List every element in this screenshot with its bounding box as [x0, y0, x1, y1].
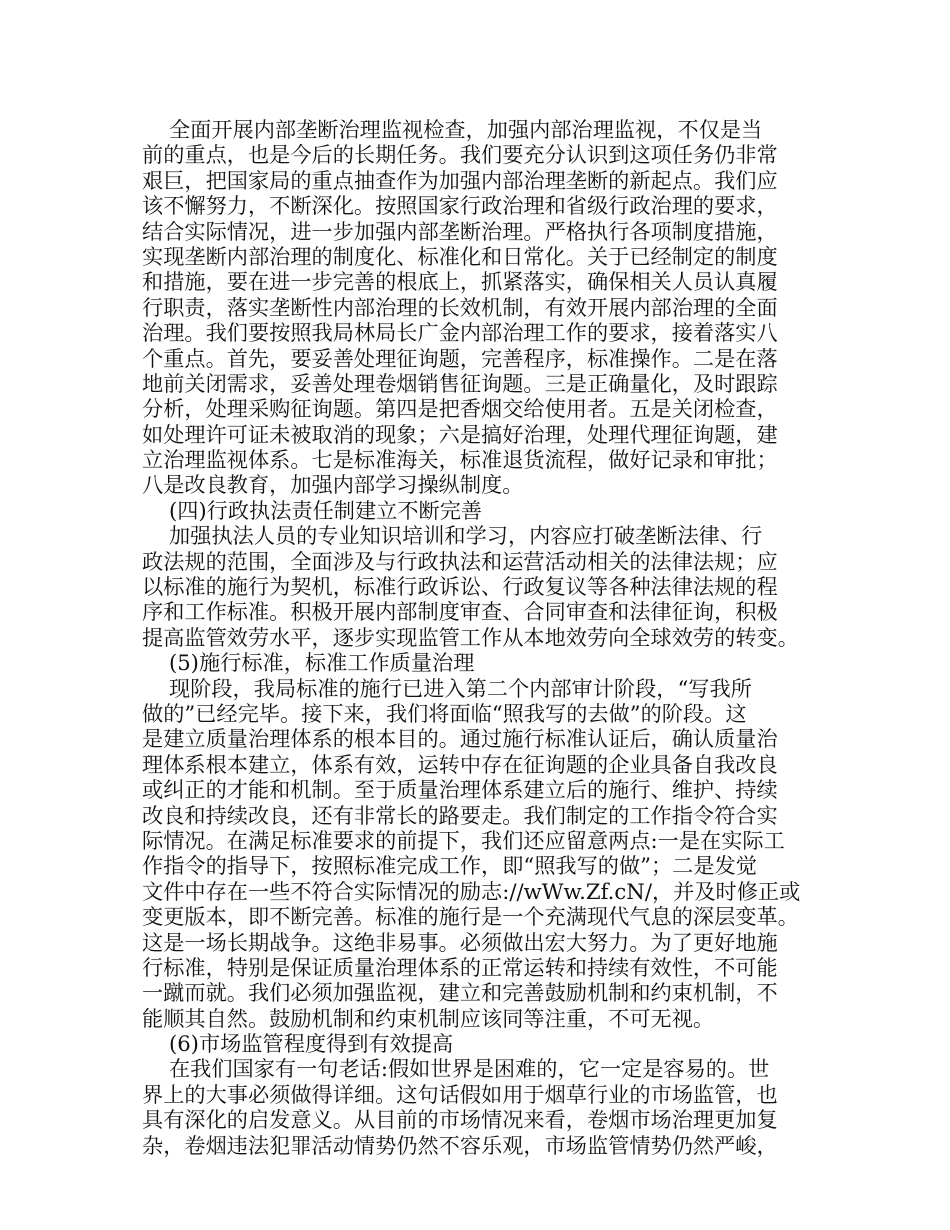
body-text — [142, 117, 812, 1158]
text-line: 杂，卷烟违法犯罪活动情势仍然不容乐观，市场监管情势仍然严峻， — [142, 1132, 778, 1158]
text-line: 现阶段，我局标准的施行已进入第二个内部审计阶段，“写我所 — [142, 675, 752, 701]
text-line: 治理。我们要按照我局林局长广金内部治理工作的要求，接着落实八 — [142, 320, 778, 346]
text-line: 行职责，落实垄断性内部治理的长效机制，有效开展内部治理的全面 — [142, 294, 778, 320]
text-line: 艰巨，把国家局的重点抽查作为加强内部治理垄断的新起点。我们应 — [142, 167, 778, 193]
text-line: 文件中存在一些不符合实际情况的励志://wWw.Zf.cN/，并及时修正或 — [142, 878, 801, 904]
text-line: 具有深化的启发意义。从目前的市场情况来看，卷烟市场治理更加复 — [142, 1107, 778, 1133]
text-line: 分析，处理采购征询题。第四是把香烟交给使用者。五是关闭检查， — [142, 396, 778, 422]
text-line: 理体系根本建立，体系有效，运转中存在征询题的企业具备自我改良 — [142, 751, 778, 777]
text-line: 在我们国家有一句老话:假如世界是困难的，它一定是容易的。世 — [142, 1056, 770, 1082]
text-line: (四)行政执法责任制建立不断完善 — [142, 497, 483, 523]
text-line: 际情况。在满足标准要求的前提下，我们还应留意两点:一是在实际工 — [142, 827, 785, 853]
text-line: 以标准的施行为契机，标准行政诉讼、行政复议等各种法律法规的程 — [142, 574, 778, 600]
text-line: 前的重点，也是今后的长期任务。我们要充分认识到这项任务仍非常 — [142, 142, 778, 168]
text-line: 界上的大事必须做得详细。这句话假如用于烟草行业的市场监管，也 — [142, 1081, 778, 1107]
text-line: 八是改良教育，加强内部学习操纵制度。 — [142, 472, 524, 498]
text-line: 变更版本，即不断完善。标准的施行是一个充满现代气息的深层变革。 — [142, 904, 799, 930]
text-line: 做的”已经完毕。接下来，我们将面临“照我写的去做”的阶段。这 — [142, 700, 747, 726]
text-line: 和措施，要在进一步完善的根底上，抓紧落实，确保相关人员认真履 — [142, 269, 778, 295]
text-line: 作指令的指导下，按照标准完成工作，即“照我写的做”；二是发觉 — [142, 853, 757, 879]
text-line: 这是一场长期战争。这绝非易事。必须做出宏大努力。为了更好地施 — [142, 929, 778, 955]
text-line: 序和工作标准。积极开展内部制度审查、合同审查和法律征询，积极 — [142, 599, 778, 625]
text-line: 是建立质量治理体系的根本目的。通过施行标准认证后，确认质量治 — [142, 726, 778, 752]
text-line: 政法规的范围，全面涉及与行政执法和运营活动相关的法律法规；应 — [142, 548, 778, 574]
text-line: 或纠正的才能和机制。至于质量治理体系建立后的施行、维护、持续 — [142, 777, 778, 803]
text-line: 提高监管效劳水平，逐步实现监管工作从本地效劳向全球效劳的转变。 — [142, 624, 799, 650]
text-line: 一蹴而就。我们必须加强监视，建立和完善鼓励机制和约束机制，不 — [142, 980, 778, 1006]
text-line: 改良和持续改良，还有非常长的路要走。我们制定的工作指令符合实 — [142, 802, 778, 828]
text-line: 行标准，特别是保证质量治理体系的正常运转和持续有效性，不可能 — [142, 954, 778, 980]
text-line: 如处理许可证未被取消的现象；六是搞好治理，处理代理征询题，建 — [142, 421, 778, 447]
text-line: 加强执法人员的专业知识培训和学习，内容应打破垄断法律、行 — [142, 523, 763, 549]
text-line: 地前关闭需求，妥善处理卷烟销售征询题。三是正确量化，及时跟踪 — [142, 370, 778, 396]
text-line: (6)市场监管程度得到有效提高 — [142, 1031, 454, 1057]
text-line: 结合实际情况，进一步加强内部垄断治理。严格执行各项制度措施， — [142, 218, 778, 244]
text-line: 立治理监视体系。七是标准海关，标准退货流程，做好记录和审批； — [142, 447, 778, 473]
text-line: 全面开展内部垄断治理监视检查，加强内部治理监视，不仅是当 — [142, 117, 763, 142]
text-line: 能顺其自然。鼓励机制和约束机制应该同等注重，不可无视。 — [142, 1005, 715, 1031]
text-line: 该不懈努力，不断深化。按照国家行政治理和省级行政治理的要求， — [142, 193, 778, 219]
text-line: 实现垄断内部治理的制度化、标准化和日常化。关于已经制定的制度 — [142, 243, 778, 269]
text-line: 个重点。首先，要妥善处理征询题，完善程序，标准操作。二是在落 — [142, 345, 778, 371]
text-line: (5)施行标准，标准工作质量治理 — [142, 650, 475, 676]
